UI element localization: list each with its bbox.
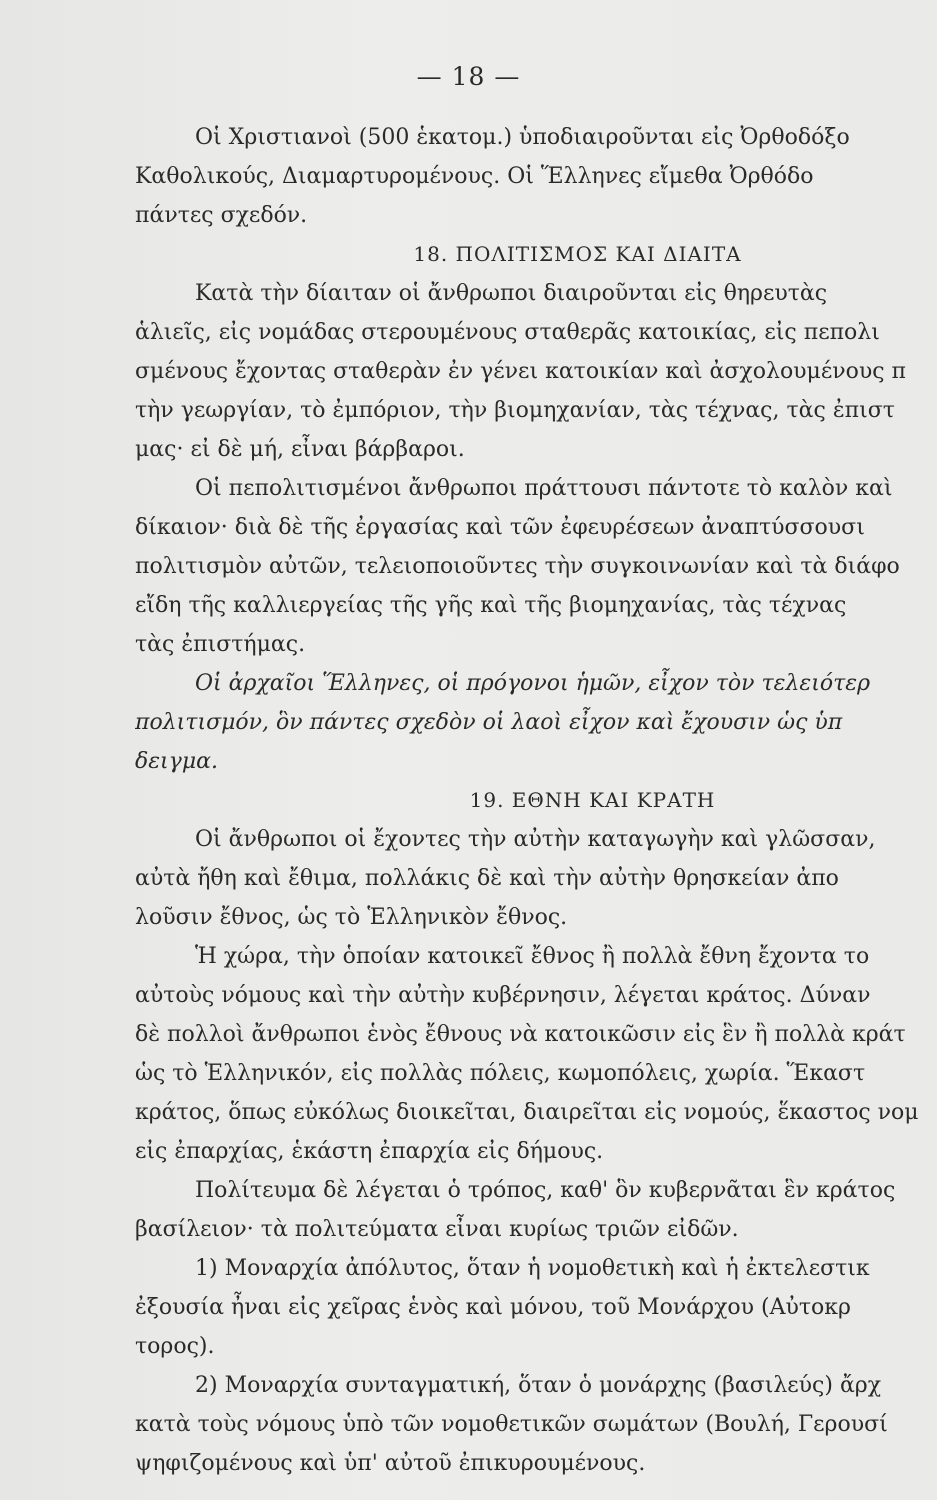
text-line: Οἱ πεπολιτισμένοι ἄνθρωποι πράττουσι πάντοτε τὸ καλὸν καὶ xyxy=(195,476,893,501)
text-line: Καθολικούς, Διαμαρτυρομένους. Οἱ Ἕλληνες εἴμεθα Ὀρθόδο xyxy=(135,164,814,189)
text-line: πάντες σχεδόν. xyxy=(135,203,308,228)
section-19-heading xyxy=(135,781,930,820)
text-line: εἴδη τῆς καλλιεργείας τῆς γῆς καὶ τῆς βιομηχανίας, τὰς τέχνας xyxy=(135,593,847,618)
text-line: λοῦσιν ἔθνος, ὡς τὸ Ἑλληνικὸν ἔθνος. xyxy=(135,905,568,930)
text-line: Οἱ Χριστιανοὶ (500 ἑκατομ.) ὑποδιαιροῦνται εἰς Ὀρθοδόξο xyxy=(195,125,850,150)
text-line: ψηφιζομένους καὶ ὑπ' αὐτοῦ ἐπικυρουμένους. xyxy=(135,1451,646,1476)
section-18-number: 18. xyxy=(413,242,449,266)
text-line: Ἡ χώρα, τὴν ὁποίαν κατοικεῖ ἔθνος ἢ πολλὰ ἔθνη ἔχοντα το xyxy=(195,944,870,969)
text-line: τὴν γεωργίαν, τὸ ἐμπόριον, τὴν βιομηχανίαν, τὰς τέχνας, τὰς ἐπιστ xyxy=(135,398,895,423)
text-line: μας· εἰ δὲ μή, εἶναι βάρβαροι. xyxy=(135,437,465,462)
text-line: ἁλιεῖς, εἰς νομάδας στερουμένους σταθερᾶς κατοικίας, εἰς πεπολι xyxy=(135,320,880,345)
section-19-number: 19. xyxy=(469,788,505,812)
section-18-heading xyxy=(135,235,930,274)
page-text xyxy=(135,118,930,1483)
text-line: δίκαιον· διὰ δὲ τῆς ἐργασίας καὶ τῶν ἐφευρέσεων ἀναπτύσσουσι xyxy=(135,515,865,540)
text-line: Κατὰ τὴν δίαιταν οἱ ἄνθρωποι διαιροῦνται εἰς θηρευτὰς xyxy=(195,281,828,306)
text-line: κατὰ τοὺς νόμους ὑπὸ τῶν νομοθετικῶν σωμάτων (Βουλή, Γερουσί xyxy=(135,1412,888,1437)
text-line: τορος). xyxy=(135,1334,215,1359)
text-line: ὡς τὸ Ἑλληνικόν, εἰς πολλὰς πόλεις, κωμοπόλεις, χωρία. Ἕκαστ xyxy=(135,1061,866,1086)
text-line: βασίλειον· τὰ πολιτεύματα εἶναι κυρίως τριῶν εἰδῶν. xyxy=(135,1217,739,1242)
italic-text: Οἱ ἀρχαῖοι Ἕλληνες, οἱ πρόγονοι ἡμῶν, εἶχον τὸν τελειότερ xyxy=(195,671,871,696)
page-number: — 18 — xyxy=(416,62,521,91)
text-line: κράτος, ὅπως εὐκόλως διοικεῖται, διαιρεῖται εἰς νομούς, ἕκαστος νομ xyxy=(135,1100,919,1125)
text-line: Οἱ ἄνθρωποι οἱ ἔχοντες τὴν αὐτὴν καταγωγὴν καὶ γλῶσσαν, xyxy=(195,827,876,852)
text-line: πολιτισμὸν αὐτῶν, τελειοποιοῦντες τὴν συγκοινωνίαν καὶ τὰ διάφο xyxy=(135,554,900,579)
text-line: αὐτὰ ἤθη καὶ ἔθιμα, πολλάκις δὲ καὶ τὴν αὐτὴν θρησκείαν ἀπο xyxy=(135,866,839,891)
text-line-italic xyxy=(135,703,930,742)
italic-text: δειγμα. xyxy=(135,749,218,774)
text-line: εἰς ἐπαρχίας, ἑκάστη ἐπαρχία εἰς δήμους. xyxy=(135,1139,604,1164)
italic-text: πολιτισμόν, ὃν πάντες σχεδὸν οἱ λαοὶ εἶχον καὶ ἔχουσιν ὡς ὑπ xyxy=(135,710,843,735)
text-line: αὐτοὺς νόμους καὶ τὴν αὐτὴν κυβέρνησιν, λέγεται κράτος. Δύναν xyxy=(135,983,871,1008)
text-line: δὲ πολλοὶ ἄνθρωποι ἑνὸς ἔθνους νὰ κατοικῶσιν εἰς ἓν ἢ πολλὰ κράτ xyxy=(135,1022,906,1047)
section-19-title: ΕΘΝΗ ΚΑΙ ΚΡΑΤΗ xyxy=(511,788,716,812)
text-line-italic xyxy=(135,664,930,703)
text-line: 2) Μοναρχία συνταγματική, ὅταν ὁ μονάρχης (βασιλεύς) ἄρχ xyxy=(195,1373,882,1398)
text-line-italic xyxy=(135,742,930,781)
text-line: Πολίτευμα δὲ λέγεται ὁ τρόπος, καθ' ὃν κυβερνᾶται ἓν κράτος xyxy=(195,1178,896,1203)
text-line: σμένους ἔχοντας σταθερὰν ἐν γένει κατοικίαν καὶ ἀσχολουμένους π xyxy=(135,359,907,384)
text-line: τὰς ἐπιστήμας. xyxy=(135,632,306,657)
text-line: ἐξουσία ἦναι εἰς χεῖρας ἑνὸς καὶ μόνου, τοῦ Μονάρχου (Αὐτοκρ xyxy=(135,1295,851,1320)
section-18-title: ΠΟΛΙΤΙΣΜΟΣ ΚΑΙ ΔΙΑΙΤΑ xyxy=(455,242,742,266)
text-line: 1) Μοναρχία ἀπόλυτος, ὅταν ἡ νομοθετικὴ καὶ ἡ ἐκτελεστικ xyxy=(195,1256,870,1281)
